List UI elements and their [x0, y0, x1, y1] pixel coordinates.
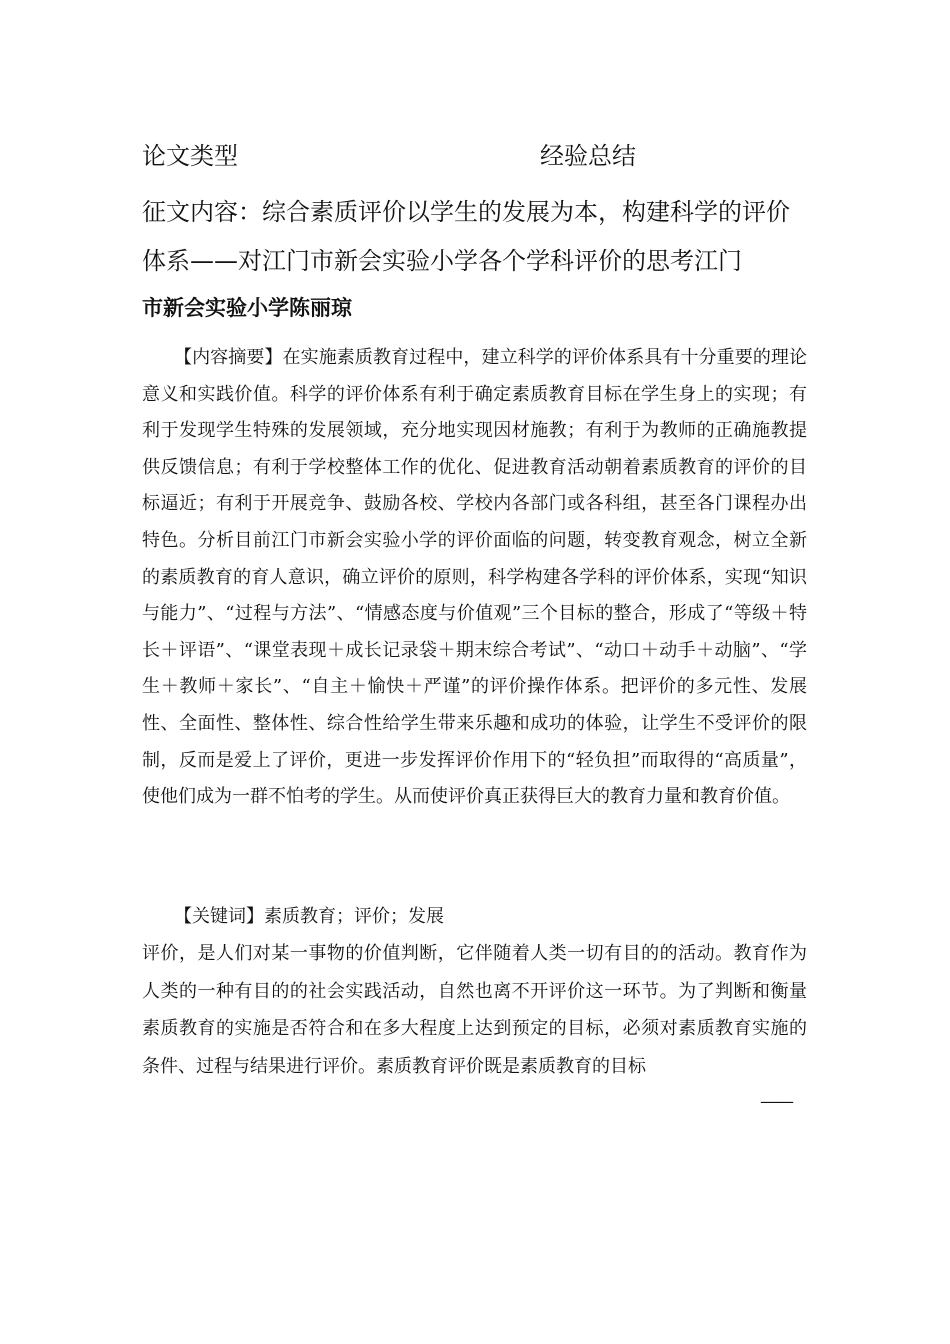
keywords-line: 【关键词】素质教育；评价；发展	[174, 906, 444, 927]
abstract-paragraph: 【内容摘要】在实施素质教育过程中，建立科学的评价体系具有十分重要的理论意义和实践价值。科学的评价体系有利于确定素质教育目标在学生身上的实现；有利于发现学生特殊的发展领域，充分地实现因材施教；有利于为教师的正确施教提供反馈信息；有利于学校整体工作的优化、促进教育活动朝着素质教育的评价的目标逼近；有利于开展竞争、鼓励各校、学校内各部门或各科组，甚至各门课程办出特色。分析目前江门市新会实验小学的评价面临的问题，转变教育观念，树立全新的素质教育的育人意识，确立评价的原则，科学构建各学科的评价体系，实现“知识与能力”、“过程与方法”、“情感态度与价值观”三个目标的整合，形成了“等级＋特长＋评语”、“课堂表现＋成长记录袋＋期末综合考试”、“动口＋动手＋动脑”、“学生＋教师＋家长”、“自主＋愉快＋严谨”的评价操作体系。把评价的多元性、发展性、全面性、整体性、综合性给学生带来乐趣和成功的体验，让学生不受评价的限制，反而是爱上了评价，更进一步发挥评价作用下的“轻负担”而取得的“高质量”，使他们成为一群不怕考的学生。从而使评价真正获得巨大的教育力量和教育价值。	[142, 347, 807, 808]
page-continuation-dash: ——	[760, 1091, 792, 1112]
paper-author: 市新会实验小学陈丽琼	[142, 296, 352, 320]
paper-type-label: 论文类型	[142, 142, 238, 170]
paper-type-value: 经验总结	[540, 142, 636, 170]
body-paragraph: 评价，是人们对某一事物的价值判断，它伴随着人类一切有目的的活动。教育作为人类的一种有目的的社会实践活动，自然也离不开评价这一环节。为了判断和衡量素质教育的实施是否符合和在多大程度上达到预定的目标，必须对素质教育实施的条件、过程与结果进行评价。素质教育评价既是素质教育的目标	[142, 943, 807, 1077]
paper-type-row	[142, 138, 802, 178]
paper-title	[142, 188, 807, 330]
paper-title-text: 征文内容：综合素质评价以学生的发展为本，构建科学的评价体系——对江门市新会实验小学各个学科评价的思考江门	[142, 198, 790, 275]
